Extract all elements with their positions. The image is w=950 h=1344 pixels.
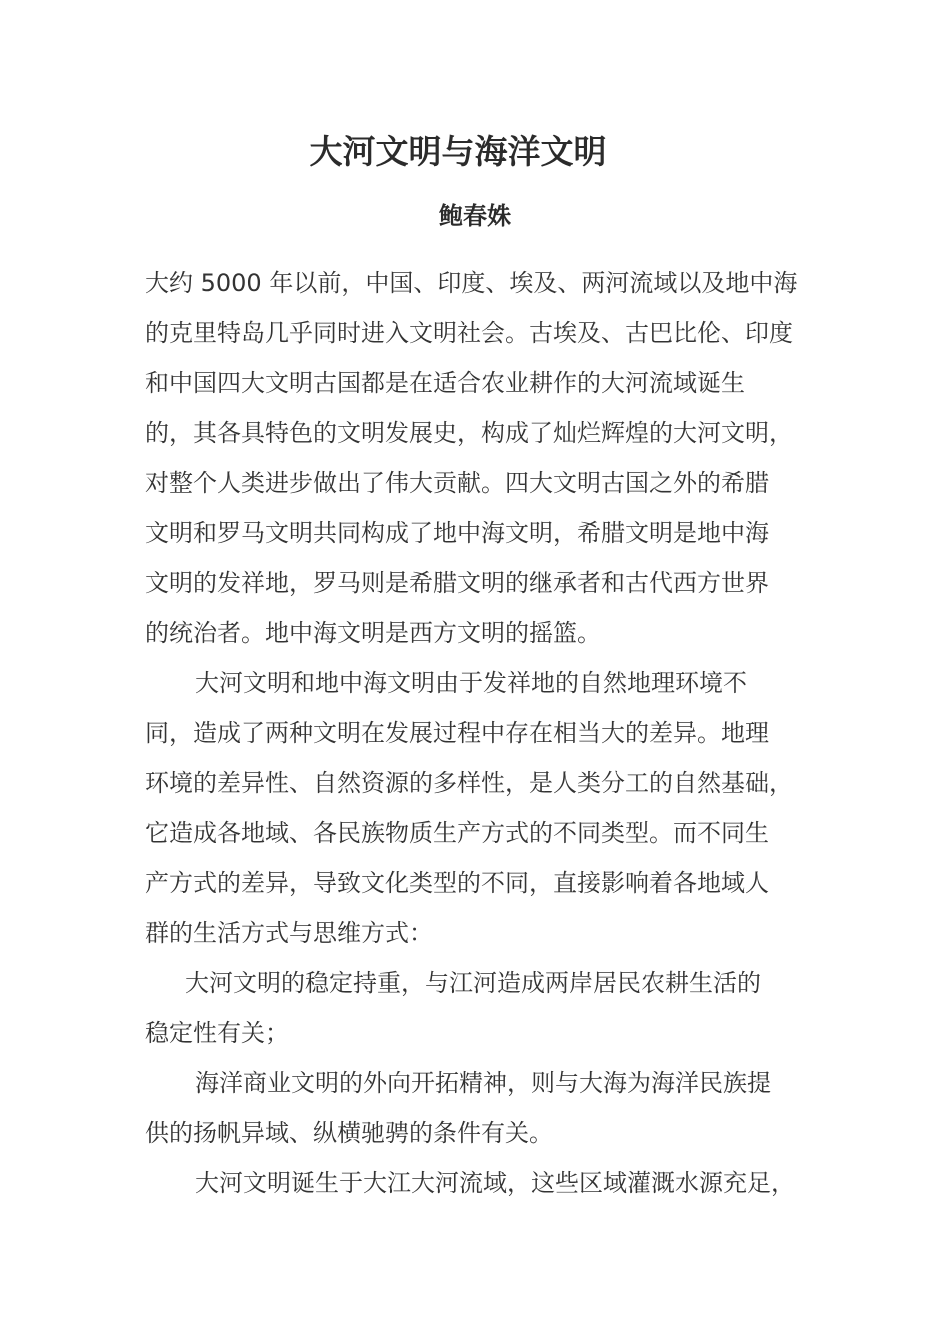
paragraph-line: 的，其各具特色的文明发展史，构成了灿烂辉煌的大河文明， — [145, 419, 793, 447]
paragraph-line: 同，造成了两种文明在发展过程中存在相当大的差异。地理 — [145, 719, 769, 747]
paragraph-line: 海洋商业文明的外向开拓精神，则与大海为海洋民族提 — [195, 1069, 771, 1097]
paragraph-line: 大约 5000 年以前，中国、印度、埃及、两河流域以及地中海 — [145, 269, 798, 297]
paragraph-line: 供的扬帆异域、纵横驰骋的条件有关。 — [145, 1119, 553, 1147]
paragraph-line: 产方式的差异，导致文化类型的不同，直接影响着各地域人 — [145, 869, 769, 897]
paragraph-line: 文明的发祥地，罗马则是希腊文明的继承者和古代西方世界 — [145, 569, 769, 597]
paragraph-line: 文明和罗马文明共同构成了地中海文明，希腊文明是地中海 — [145, 519, 769, 547]
paragraph-line: 稳定性有关； — [145, 1019, 289, 1047]
paragraph-line: 大河文明的稳定持重，与江河造成两岸居民农耕生活的 — [185, 969, 761, 997]
paragraph-line: 对整个人类进步做出了伟大贡献。四大文明古国之外的希腊 — [145, 469, 769, 497]
paragraph-line: 的克里特岛几乎同时进入文明社会。古埃及、古巴比伦、印度 — [145, 319, 793, 347]
paragraph-line: 它造成各地域、各民族物质生产方式的不同类型。而不同生 — [145, 819, 769, 847]
paragraph-line: 大河文明和地中海文明由于发祥地的自然地理环境不 — [195, 669, 747, 697]
paragraph-line: 的统治者。地中海文明是西方文明的摇篮。 — [145, 619, 601, 647]
document-title: 大河文明与海洋文明 — [309, 132, 607, 171]
document-author: 鲍春姝 — [439, 202, 511, 230]
paragraph-line: 环境的差异性、自然资源的多样性，是人类分工的自然基础， — [145, 769, 793, 797]
paragraph-line: 大河文明诞生于大江大河流域，这些区域灌溉水源充足， — [195, 1169, 795, 1197]
paragraph-line: 群的生活方式与思维方式： — [145, 919, 433, 947]
paragraph-line: 和中国四大文明古国都是在适合农业耕作的大河流域诞生 — [145, 369, 745, 397]
